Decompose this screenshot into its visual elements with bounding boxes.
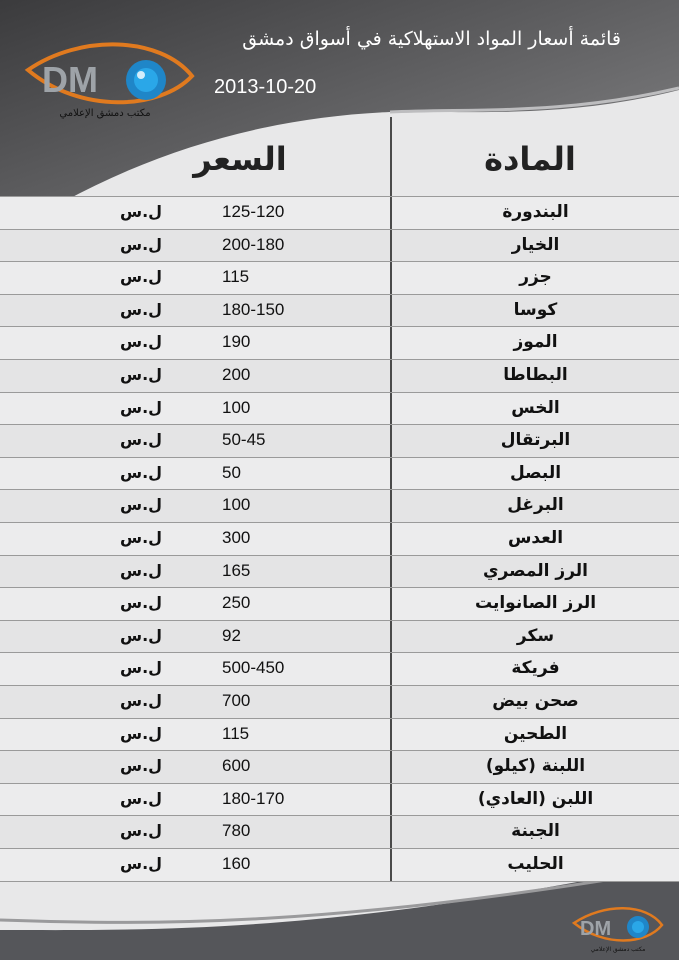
table-row — [0, 326, 679, 359]
table-row — [0, 457, 679, 490]
svg-text:DM: DM — [580, 918, 612, 940]
table-row — [0, 652, 679, 685]
item-price: 250 — [222, 593, 251, 613]
currency-unit: ل.س — [120, 658, 163, 678]
column-divider — [390, 117, 392, 196]
item-price: 200 — [222, 365, 251, 384]
currency-unit: ل.س — [120, 854, 163, 873]
item-name: الحليب — [507, 854, 564, 874]
item-price: 160 — [222, 854, 251, 873]
item-price: 180-170 — [222, 788, 285, 808]
currency-unit: ل.س — [120, 397, 163, 417]
table-row — [0, 685, 679, 718]
table-row — [0, 489, 679, 522]
currency-unit: ل.س — [120, 625, 163, 645]
item-price: 300 — [222, 528, 251, 547]
item-price: 115 — [222, 723, 250, 743]
item-price: 92 — [222, 625, 241, 645]
logo-small-tagline: مكتب دمشق الإعلامي — [590, 946, 646, 953]
item-name: سكر — [516, 625, 555, 646]
item-price: 100 — [222, 495, 251, 515]
currency-unit: ل.س — [120, 723, 163, 743]
item-name: كوسا — [513, 299, 558, 320]
currency-unit: ل.س — [120, 821, 163, 841]
item-name: الرز المصري — [482, 560, 588, 581]
svg-text:DM: DM — [42, 59, 98, 100]
currency-unit: ل.س — [120, 267, 163, 287]
item-name: فريكة — [511, 658, 560, 679]
table-row — [0, 750, 679, 783]
currency-unit: ل.س — [120, 495, 163, 515]
currency-unit: ل.س — [120, 691, 163, 710]
item-price: 125-120 — [222, 202, 285, 221]
item-price: 50 — [222, 462, 241, 482]
item-name: العدس — [507, 528, 564, 548]
item-name: الرز الصانوايت — [474, 593, 597, 614]
item-name: الموز — [513, 332, 558, 353]
item-price: 115 — [222, 267, 250, 287]
item-name: اللبن (العادي) — [477, 788, 594, 809]
item-name: البرغل — [507, 495, 564, 516]
column-header-price: السعر — [193, 140, 287, 178]
table-row — [0, 359, 679, 392]
item-name: البندورة — [502, 202, 569, 222]
item-price: 100 — [222, 397, 251, 417]
page-title: قائمة أسعار المواد الاستهلاكية في أسواق دمشق — [242, 28, 621, 50]
item-name: الخيار — [511, 234, 560, 255]
item-name: البطاطا — [503, 365, 568, 385]
table-row — [0, 848, 679, 881]
item-name: صحن بيض — [492, 691, 579, 711]
item-price: 50-45 — [222, 430, 266, 450]
table-row — [0, 555, 679, 588]
column-header-item: المادة — [484, 140, 576, 178]
item-name: البرتقال — [500, 430, 571, 451]
currency-unit: ل.س — [120, 299, 163, 319]
item-name: البصل — [509, 462, 562, 483]
table-row — [0, 522, 679, 555]
currency-unit: ل.س — [120, 756, 163, 776]
currency-unit: ل.س — [120, 462, 163, 482]
item-price: 600 — [222, 756, 251, 776]
currency-unit: ل.س — [120, 234, 163, 254]
item-price: 180-150 — [222, 299, 285, 319]
item-name: الطحين — [503, 723, 568, 744]
currency-unit: ل.س — [120, 202, 163, 221]
currency-unit: ل.س — [120, 365, 163, 384]
item-price: 190 — [222, 332, 251, 352]
table-bottom-border — [0, 881, 679, 882]
dmo-logo-small — [570, 905, 665, 953]
currency-unit: ل.س — [120, 528, 163, 547]
table-row — [0, 783, 679, 816]
item-name: الجبنة — [511, 821, 560, 842]
table-row — [0, 620, 679, 653]
item-price: 700 — [222, 691, 251, 710]
table-row — [0, 294, 679, 327]
table-row — [0, 392, 679, 425]
item-name: الخس — [511, 397, 560, 418]
currency-unit: ل.س — [120, 593, 163, 613]
table-row — [0, 261, 679, 294]
table-row — [0, 587, 679, 620]
table-row — [0, 196, 679, 229]
table-row — [0, 229, 679, 262]
currency-unit: ل.س — [120, 332, 163, 352]
item-name: جزر — [519, 267, 552, 288]
item-price: 165 — [222, 560, 251, 580]
table-row — [0, 718, 679, 751]
currency-unit: ل.س — [120, 560, 163, 580]
table-row — [0, 815, 679, 848]
table-row — [0, 424, 679, 457]
page-date: 2013-10-20 — [214, 76, 317, 98]
logo-arabic-tagline: مكتب دمشق الإعلامي — [59, 108, 151, 119]
item-name: اللبنة (كيلو) — [485, 756, 586, 777]
item-price: 500-450 — [222, 658, 285, 678]
item-price: 200-180 — [222, 234, 285, 254]
item-price: 780 — [222, 821, 251, 841]
currency-unit: ل.س — [120, 788, 163, 808]
currency-unit: ل.س — [120, 430, 163, 450]
